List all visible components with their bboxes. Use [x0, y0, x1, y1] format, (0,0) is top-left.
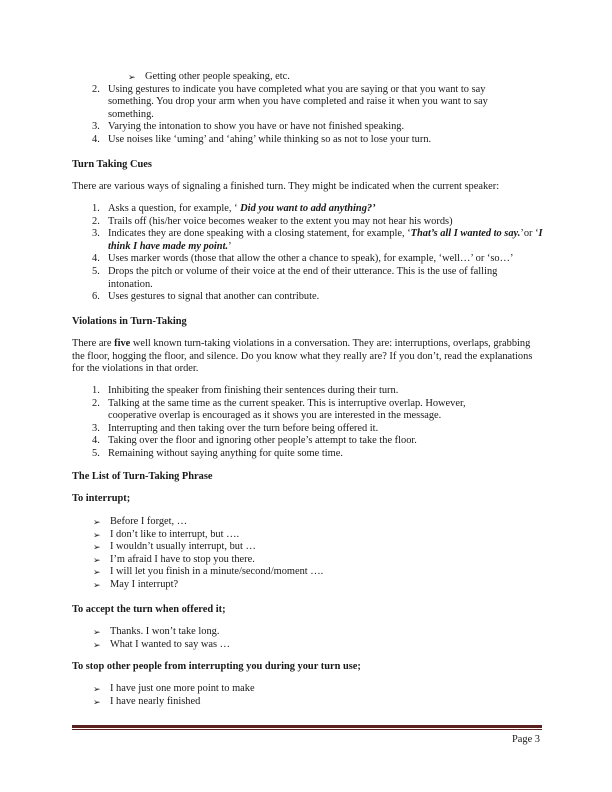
list-item-text: I have nearly finished [110, 695, 201, 707]
list-item [72, 683, 544, 696]
list-item-text: Varying the intonation to show you have or have not finished speaking. [108, 121, 405, 133]
list-item [72, 216, 544, 229]
arrow-bullet-icon: ➢ [93, 517, 101, 527]
arrow-bullet-icon: ➢ [93, 696, 101, 707]
arrow-bullet-icon: ➢ [93, 529, 101, 540]
arrow-bullet-icon: ➢ [93, 684, 101, 694]
list-item-text: ’or ‘ [520, 228, 539, 240]
arrow-bullet-icon: ➢ [93, 639, 101, 650]
list-item [72, 291, 544, 304]
list-item [72, 398, 502, 423]
list-item-text: ’ [228, 240, 232, 252]
violations-list [72, 385, 502, 461]
list-item-text: Thanks. I won’t take long. [110, 626, 220, 637]
list-item [72, 566, 544, 579]
top-list [72, 71, 544, 147]
list-number: 2. [92, 83, 100, 95]
list-number: 2. [92, 397, 100, 409]
list-item [72, 423, 502, 436]
sub-bullet [72, 71, 544, 84]
arrow-bullet-icon: ➢ [93, 567, 101, 578]
paragraph: There are various ways of signaling a finished turn. They might be indicated when the current speaker: [72, 181, 500, 192]
text-segment: There are [72, 338, 115, 349]
interrupt-phrases [72, 516, 544, 592]
list-item [72, 435, 502, 448]
list-item [72, 228, 544, 253]
arrow-bullet-icon: ➢ [128, 72, 136, 82]
list-number: 4. [92, 133, 100, 145]
list-number: 1. [92, 385, 100, 396]
stop-phrases [72, 683, 544, 708]
list-item-text: I don’t like to interrupt, but …. [110, 528, 240, 540]
list-item [72, 516, 544, 529]
list-item-text: Trails off (his/her voice becomes weaker to the extent you may not hear his words) [108, 215, 453, 227]
list-item-text: Taking over the floor and ignoring other people’s attempt to take the floor. [108, 435, 417, 447]
list-item [72, 696, 544, 709]
list-item-text: Indicates they are done speaking with a closing statement, for example, ‘ [108, 228, 411, 240]
list-number: 6. [92, 291, 100, 303]
footer-rule-thin [72, 729, 542, 730]
sub-heading: To accept the turn when offered it; [72, 604, 226, 615]
list-number: 3. [92, 121, 100, 133]
section-heading: Violations in Turn-Taking [72, 316, 187, 327]
accept-phrases [72, 626, 544, 651]
list-item [72, 121, 522, 134]
list-item-text: I will let you finish in a minute/second/moment …. [110, 566, 324, 578]
list-item [72, 134, 522, 147]
list-item-text: Inhibiting the speaker from finishing their sentences during their turn. [108, 385, 399, 396]
arrow-bullet-icon: ➢ [93, 542, 101, 553]
list-item-text: What I wanted to say was … [110, 638, 231, 650]
section-heading: The List of Turn-Taking Phrase [72, 471, 213, 482]
list-number: 1. [92, 203, 100, 214]
list-item [72, 529, 544, 542]
arrow-bullet-icon: ➢ [93, 579, 101, 590]
list-item-text: Use noises like ‘uming’ and ‘ahing’ while thinking so as not to lose your turn. [108, 133, 432, 145]
list-item-text: That’s all I wanted to say. [410, 228, 521, 240]
list-item [72, 626, 544, 639]
list-item-text: Interrupting and then taking over the turn before being offered it. [108, 422, 379, 434]
list-number: 2. [92, 215, 100, 227]
bold-text: five [114, 338, 131, 349]
list-item-text: Using gestures to indicate you have completed what you are saying or that you want to say something. You drop your arm when you have completed and raise it when you want to say something. [108, 83, 488, 120]
list-item [72, 203, 544, 216]
list-item [72, 253, 544, 266]
sub-heading: To stop other people from interrupting you during your turn use; [72, 661, 361, 672]
page-number: Page 3 [512, 734, 540, 745]
list-number: 4. [92, 253, 100, 265]
text-segment: well known turn-taking violations in a conversation. They are: interruptions, overlaps, grabbing the floor, hogging the floor, and silence. Do you know what they really are? If you don’t, read the explanations for the violations in that order. [72, 338, 533, 375]
list-item [72, 448, 502, 461]
list-number: 3. [92, 228, 100, 240]
list-item [72, 579, 544, 592]
list-item [72, 266, 544, 291]
list-item-text: I think I have made my point. [108, 228, 543, 252]
list-number: 4. [92, 435, 100, 447]
list-item [72, 84, 522, 122]
list-item-text: May I interrupt? [110, 578, 179, 590]
list-item-text: Asks a question, for example, ‘ [108, 203, 241, 214]
list-item-text: Talking at the same time as the current speaker. This is interruptive overlap. However, cooperative overlap is encouraged as it shows you are interested in the message. [108, 397, 466, 422]
list-item-text: I have just one more point to make [110, 683, 255, 694]
sub-heading: To interrupt; [72, 493, 131, 504]
list-item [72, 554, 544, 567]
list-number: 5. [92, 447, 100, 459]
list-item-text: Uses gestures to signal that another can contribute. [108, 291, 320, 303]
footer-rule [72, 725, 542, 728]
arrow-bullet-icon: ➢ [93, 627, 101, 637]
list-item [72, 541, 544, 554]
list-number: 5. [92, 265, 100, 277]
list-item-text: Drops the pitch or volume of their voice at the end of their utterance. This is the use of falling intonation. [108, 265, 498, 290]
list-item-text: I wouldn’t usually interrupt, but … [110, 541, 256, 553]
cues-list [72, 203, 544, 304]
list-item-text: Before I forget, … [110, 516, 188, 527]
list-item-text: Did you want to add anything?’ [240, 203, 376, 214]
list-item [72, 385, 502, 398]
list-item [72, 639, 544, 652]
text-segment: Getting other people speaking, etc. [145, 71, 290, 82]
list-item-text: I’m afraid I have to stop you there. [110, 553, 255, 565]
arrow-bullet-icon: ➢ [93, 554, 101, 565]
section-heading: Turn Taking Cues [72, 159, 152, 170]
list-item-text: Remaining without saying anything for quite some time. [108, 447, 343, 459]
list-number: 3. [92, 422, 100, 434]
paragraph [72, 338, 540, 376]
list-item-text: Uses marker words (those that allow the other a chance to speak), for example, ‘well…’ or ‘so…’ [108, 253, 514, 265]
